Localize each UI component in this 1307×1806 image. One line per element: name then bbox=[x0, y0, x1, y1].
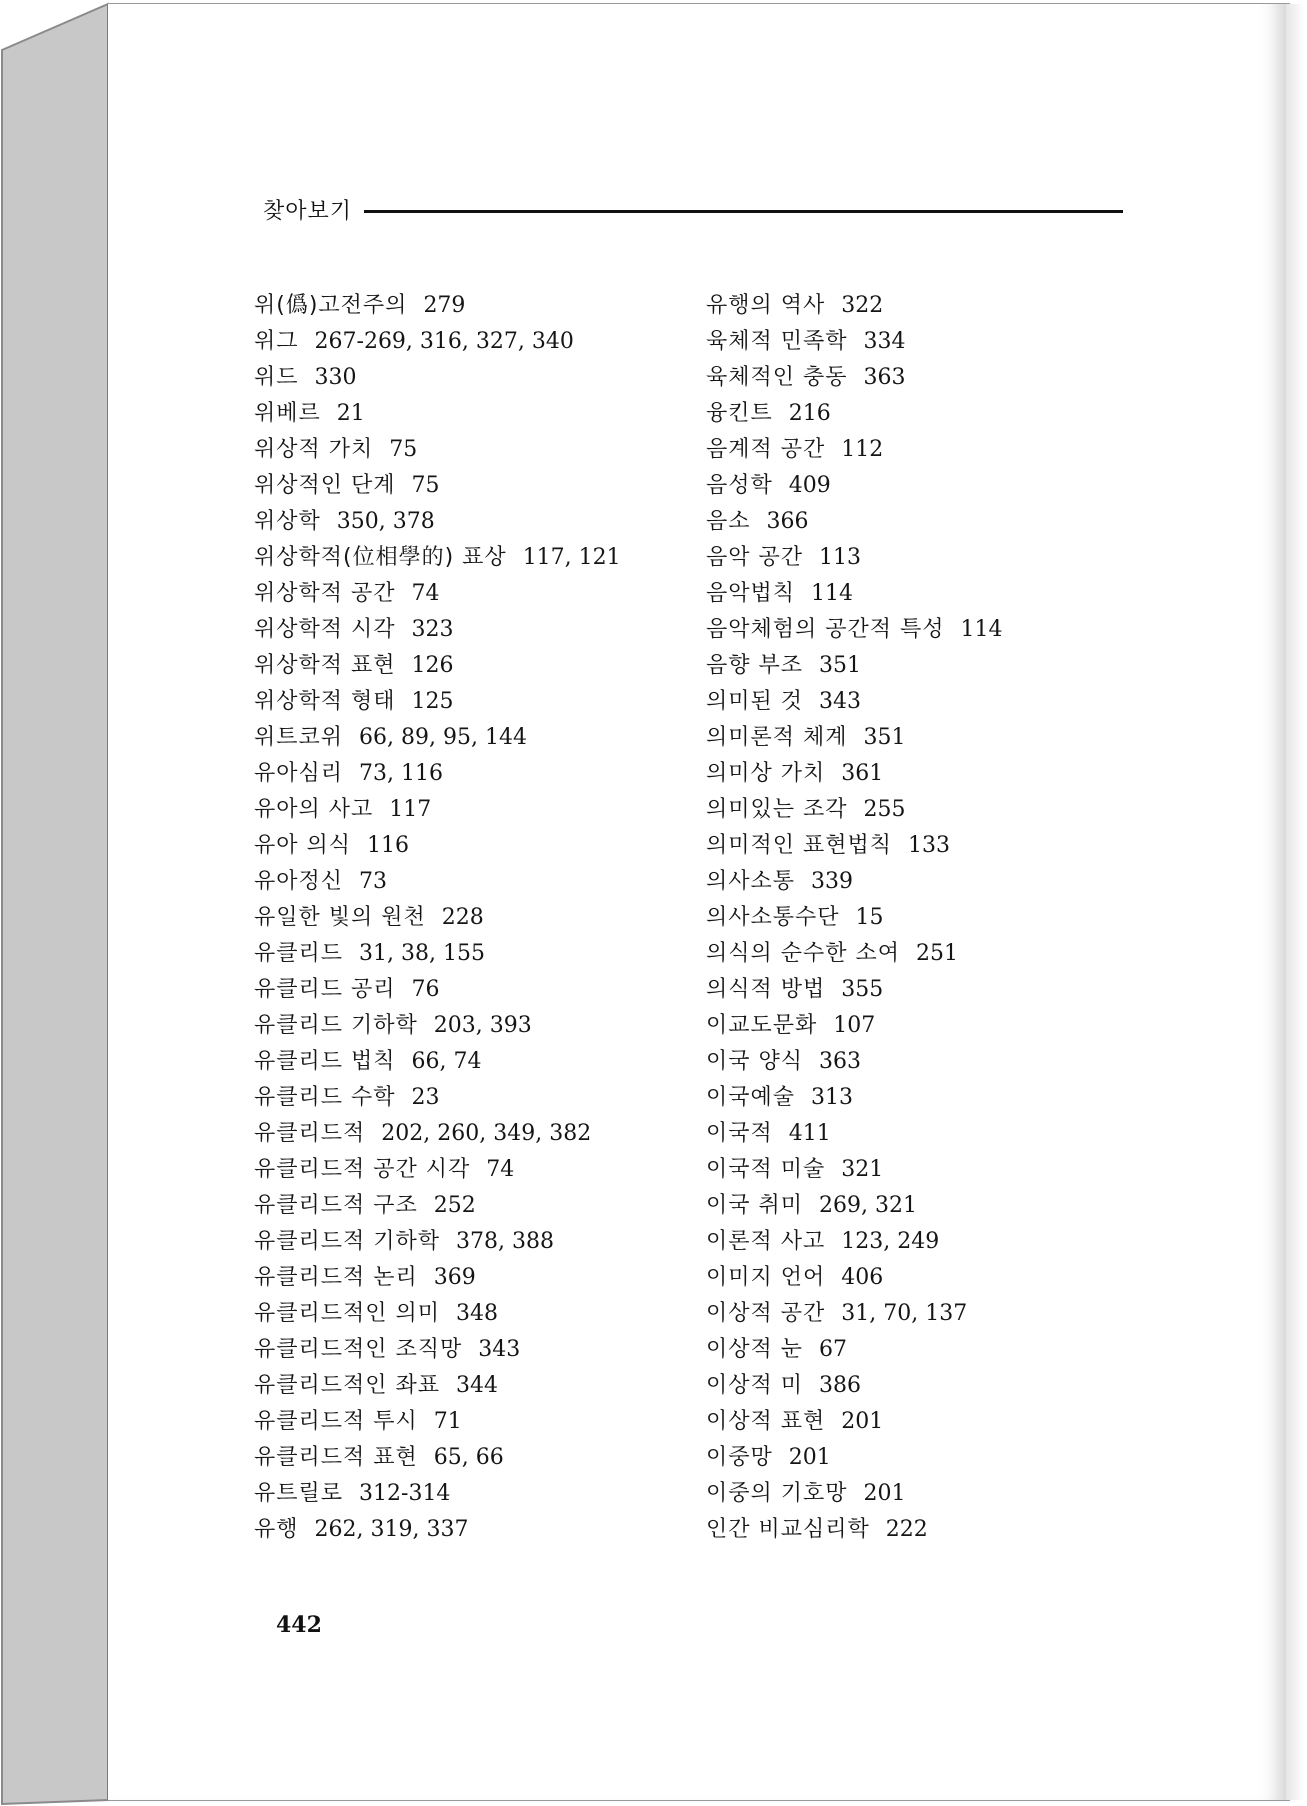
index-term: 위드 bbox=[254, 365, 299, 390]
index-pages: 312-314 bbox=[359, 1481, 451, 1506]
index-term: 이미지 언어 bbox=[706, 1265, 826, 1290]
index-term: 이국 양식 bbox=[706, 1049, 804, 1074]
index-term: 이론적 사고 bbox=[706, 1229, 826, 1254]
index-entry bbox=[706, 468, 1136, 504]
index-entry bbox=[706, 972, 1136, 1008]
index-term: 위상학 bbox=[254, 509, 321, 534]
index-entry bbox=[254, 1296, 674, 1332]
index-entry bbox=[706, 1188, 1136, 1224]
index-entry bbox=[706, 1080, 1136, 1116]
index-entry bbox=[706, 1440, 1136, 1476]
index-term: 유클리드 bbox=[254, 941, 344, 966]
index-term: 의미상 가치 bbox=[706, 761, 826, 786]
index-entry bbox=[254, 1080, 674, 1116]
index-term: 유클리드적 투시 bbox=[254, 1409, 418, 1434]
index-pages: 67 bbox=[819, 1337, 848, 1362]
index-term: 위상학적(位相學的) 표상 bbox=[254, 545, 507, 570]
index-entry bbox=[254, 792, 674, 828]
index-term: 의미적인 표현법칙 bbox=[706, 833, 893, 858]
index-pages: 386 bbox=[819, 1373, 862, 1398]
index-term: 유클리드 법칙 bbox=[254, 1049, 396, 1074]
index-pages: 31, 70, 137 bbox=[841, 1301, 968, 1326]
index-entry bbox=[706, 1368, 1136, 1404]
index-pages: 107 bbox=[833, 1013, 876, 1038]
index-term: 유클리드 기하학 bbox=[254, 1013, 418, 1038]
index-term: 유클리드적 bbox=[254, 1121, 366, 1146]
index-entry bbox=[254, 540, 674, 576]
index-term: 이국적 미술 bbox=[706, 1157, 826, 1182]
index-pages: 112 bbox=[841, 437, 884, 462]
index-pages: 406 bbox=[841, 1265, 884, 1290]
index-pages: 363 bbox=[819, 1049, 862, 1074]
index-term: 위상적 가치 bbox=[254, 437, 374, 462]
index-entry bbox=[254, 828, 674, 864]
index-entry bbox=[254, 720, 674, 756]
index-term: 위상학적 시각 bbox=[254, 617, 396, 642]
index-pages: 351 bbox=[863, 725, 906, 750]
index-entry bbox=[254, 324, 674, 360]
index-entry bbox=[706, 1512, 1136, 1548]
index-pages: 322 bbox=[841, 293, 884, 318]
index-entry bbox=[706, 1008, 1136, 1044]
index-term: 유아의 사고 bbox=[254, 797, 374, 822]
index-entry bbox=[254, 1440, 674, 1476]
page-edge bbox=[1286, 4, 1304, 1800]
index-entry bbox=[706, 792, 1136, 828]
index-column-left bbox=[254, 288, 674, 1548]
index-entry bbox=[254, 684, 674, 720]
index-entry bbox=[706, 396, 1136, 432]
index-term: 융킨트 bbox=[706, 401, 773, 426]
index-pages: 23 bbox=[411, 1085, 440, 1110]
index-pages: 343 bbox=[819, 689, 862, 714]
index-pages: 73 bbox=[359, 869, 388, 894]
index-pages: 125 bbox=[411, 689, 454, 714]
index-term: 유아정신 bbox=[254, 869, 344, 894]
index-pages: 201 bbox=[788, 1445, 831, 1470]
index-pages: 21 bbox=[336, 401, 365, 426]
index-term: 이교도문화 bbox=[706, 1013, 818, 1038]
index-entry bbox=[254, 1476, 674, 1512]
index-term: 의식의 순수한 소여 bbox=[706, 941, 901, 966]
index-pages: 228 bbox=[441, 905, 484, 930]
page-number: 442 bbox=[276, 1612, 322, 1638]
index-pages: 114 bbox=[960, 617, 1003, 642]
index-pages: 133 bbox=[908, 833, 951, 858]
header-rule bbox=[364, 210, 1123, 213]
index-entry bbox=[706, 540, 1136, 576]
index-entry bbox=[254, 396, 674, 432]
index-entry bbox=[706, 936, 1136, 972]
index-term: 유클리드적인 의미 bbox=[254, 1301, 441, 1326]
index-entry bbox=[706, 1044, 1136, 1080]
index-entry bbox=[254, 1260, 674, 1296]
index-pages: 350, 378 bbox=[336, 509, 435, 534]
index-term: 의미있는 조각 bbox=[706, 797, 848, 822]
index-term: 유클리드 공리 bbox=[254, 977, 396, 1002]
index-entry bbox=[254, 936, 674, 972]
index-pages: 351 bbox=[819, 653, 862, 678]
index-pages: 113 bbox=[819, 545, 862, 570]
index-entry bbox=[254, 756, 674, 792]
index-pages: 355 bbox=[841, 977, 884, 1002]
index-column-right bbox=[706, 288, 1136, 1548]
index-pages: 348 bbox=[456, 1301, 499, 1326]
index-entry bbox=[706, 684, 1136, 720]
index-term: 위베르 bbox=[254, 401, 321, 426]
index-entry bbox=[706, 1296, 1136, 1332]
index-term: 음계적 공간 bbox=[706, 437, 826, 462]
index-term: 위상학적 형태 bbox=[254, 689, 396, 714]
index-term: 의사소통수단 bbox=[706, 905, 840, 930]
page-header bbox=[263, 192, 1123, 226]
index-pages: 123, 249 bbox=[841, 1229, 940, 1254]
index-pages: 31, 38, 155 bbox=[359, 941, 485, 966]
index-pages: 252 bbox=[433, 1193, 476, 1218]
index-pages: 216 bbox=[788, 401, 831, 426]
index-entry bbox=[706, 576, 1136, 612]
index-pages: 201 bbox=[841, 1409, 884, 1434]
index-pages: 262, 319, 337 bbox=[314, 1517, 469, 1542]
index-pages: 75 bbox=[389, 437, 418, 462]
index-entry bbox=[254, 1008, 674, 1044]
index-pages: 126 bbox=[411, 653, 454, 678]
index-term: 음소 bbox=[706, 509, 751, 534]
index-term: 의사소통 bbox=[706, 869, 796, 894]
index-term: 의미론적 체계 bbox=[706, 725, 848, 750]
index-pages: 378, 388 bbox=[456, 1229, 554, 1254]
index-entry bbox=[254, 1224, 674, 1260]
index-entry bbox=[254, 432, 674, 468]
index-entry bbox=[254, 576, 674, 612]
index-pages: 363 bbox=[863, 365, 906, 390]
index-term: 유클리드적 표현 bbox=[254, 1445, 418, 1470]
index-entry bbox=[254, 468, 674, 504]
index-entry bbox=[706, 720, 1136, 756]
index-pages: 74 bbox=[411, 581, 440, 606]
index-entry bbox=[706, 324, 1136, 360]
index-term: 유클리드적 논리 bbox=[254, 1265, 418, 1290]
index-pages: 222 bbox=[885, 1517, 928, 1542]
index-pages: 74 bbox=[486, 1157, 515, 1182]
index-entry bbox=[706, 1332, 1136, 1368]
index-entry bbox=[254, 1116, 674, 1152]
index-term: 위상적인 단계 bbox=[254, 473, 396, 498]
index-entry bbox=[706, 360, 1136, 396]
index-term: 유클리드적 공간 시각 bbox=[254, 1157, 471, 1182]
index-pages: 71 bbox=[433, 1409, 462, 1434]
index-pages: 369 bbox=[433, 1265, 476, 1290]
index-pages: 66, 74 bbox=[411, 1049, 482, 1074]
index-term: 육체적 민족학 bbox=[706, 329, 848, 354]
index-entry bbox=[706, 1476, 1136, 1512]
index-term: 의식적 방법 bbox=[706, 977, 826, 1002]
index-pages: 15 bbox=[855, 905, 884, 930]
index-term: 이상적 눈 bbox=[706, 1337, 804, 1362]
index-pages: 313 bbox=[811, 1085, 854, 1110]
index-pages: 114 bbox=[811, 581, 854, 606]
index-pages: 66, 89, 95, 144 bbox=[359, 725, 527, 750]
index-term: 음악법칙 bbox=[706, 581, 796, 606]
index-entry bbox=[254, 288, 674, 324]
index-pages: 117 bbox=[389, 797, 432, 822]
index-pages: 76 bbox=[411, 977, 440, 1002]
index-pages: 409 bbox=[788, 473, 831, 498]
index-entry bbox=[706, 900, 1136, 936]
index-term: 유클리드 수학 bbox=[254, 1085, 396, 1110]
index-pages: 279 bbox=[423, 293, 466, 318]
index-entry bbox=[706, 1260, 1136, 1296]
index-term: 이상적 공간 bbox=[706, 1301, 826, 1326]
index-entry bbox=[254, 1044, 674, 1080]
index-term: 이중의 기호망 bbox=[706, 1481, 848, 1506]
index-pages: 334 bbox=[863, 329, 906, 354]
index-term: 위상학적 공간 bbox=[254, 581, 396, 606]
index-pages: 117, 121 bbox=[522, 545, 621, 570]
index-entry bbox=[706, 1224, 1136, 1260]
index-term: 유클리드적 기하학 bbox=[254, 1229, 441, 1254]
index-pages: 339 bbox=[811, 869, 854, 894]
index-pages: 255 bbox=[863, 797, 906, 822]
index-term: 이국예술 bbox=[706, 1085, 796, 1110]
index-term: 음성학 bbox=[706, 473, 773, 498]
index-pages: 323 bbox=[411, 617, 454, 642]
index-entry bbox=[706, 1116, 1136, 1152]
index-entry bbox=[254, 648, 674, 684]
index-pages: 267-269, 316, 327, 340 bbox=[314, 329, 574, 354]
index-term: 음악체험의 공간적 특성 bbox=[706, 617, 945, 642]
index-pages: 269, 321 bbox=[819, 1193, 917, 1218]
index-pages: 116 bbox=[367, 833, 410, 858]
index-pages: 361 bbox=[841, 761, 884, 786]
index-term: 의미된 것 bbox=[706, 689, 804, 714]
index-term: 위그 bbox=[254, 329, 299, 354]
index-pages: 411 bbox=[788, 1121, 831, 1146]
index-pages: 73, 116 bbox=[359, 761, 443, 786]
index-pages: 330 bbox=[314, 365, 357, 390]
index-pages: 65, 66 bbox=[433, 1445, 504, 1470]
index-pages: 343 bbox=[478, 1337, 521, 1362]
index-entry bbox=[254, 1152, 674, 1188]
index-entry bbox=[706, 648, 1136, 684]
index-term: 유클리드적인 조직망 bbox=[254, 1337, 463, 1362]
index-term: 유행의 역사 bbox=[706, 293, 826, 318]
index-term: 음악 공간 bbox=[706, 545, 804, 570]
index-term: 위트코위 bbox=[254, 725, 344, 750]
index-pages: 202, 260, 349, 382 bbox=[381, 1121, 592, 1146]
index-entry bbox=[254, 504, 674, 540]
index-entry bbox=[706, 504, 1136, 540]
index-entry bbox=[706, 756, 1136, 792]
index-term: 유클리드적 구조 bbox=[254, 1193, 418, 1218]
index-entry bbox=[706, 1404, 1136, 1440]
index-term: 이국적 bbox=[706, 1121, 773, 1146]
index-entry bbox=[254, 1404, 674, 1440]
index-entry bbox=[706, 432, 1136, 468]
index-pages: 366 bbox=[766, 509, 809, 534]
index-entry bbox=[706, 288, 1136, 324]
index-term: 유아 의식 bbox=[254, 833, 352, 858]
index-entry bbox=[706, 1152, 1136, 1188]
index-entry bbox=[254, 1188, 674, 1224]
index-term: 유행 bbox=[254, 1517, 299, 1542]
index-pages: 251 bbox=[916, 941, 959, 966]
index-entry bbox=[254, 900, 674, 936]
index-term: 유일한 빛의 원천 bbox=[254, 905, 426, 930]
index-entry bbox=[706, 828, 1136, 864]
index-term: 육체적인 충동 bbox=[706, 365, 848, 390]
index-term: 이상적 미 bbox=[706, 1373, 804, 1398]
index-entry bbox=[254, 1368, 674, 1404]
index-term: 이상적 표현 bbox=[706, 1409, 826, 1434]
index-entry bbox=[254, 864, 674, 900]
index-entry bbox=[254, 1512, 674, 1548]
index-term: 이국 취미 bbox=[706, 1193, 804, 1218]
index-term: 위상학적 표현 bbox=[254, 653, 396, 678]
index-term: 음향 부조 bbox=[706, 653, 804, 678]
index-term: 인간 비교심리학 bbox=[706, 1517, 870, 1542]
index-entry bbox=[706, 612, 1136, 648]
index-pages: 75 bbox=[411, 473, 440, 498]
index-term: 이중망 bbox=[706, 1445, 773, 1470]
index-entry bbox=[254, 1332, 674, 1368]
index-term: 유아심리 bbox=[254, 761, 344, 786]
header-title: 찾아보기 bbox=[263, 198, 353, 224]
index-pages: 201 bbox=[863, 1481, 906, 1506]
index-term: 유클리드적인 좌표 bbox=[254, 1373, 441, 1398]
index-pages: 344 bbox=[456, 1373, 499, 1398]
index-entry bbox=[254, 612, 674, 648]
index-term: 유트릴로 bbox=[254, 1481, 344, 1506]
index-entry bbox=[254, 972, 674, 1008]
index-entry bbox=[706, 864, 1136, 900]
index-pages: 321 bbox=[841, 1157, 884, 1182]
index-pages: 203, 393 bbox=[433, 1013, 532, 1038]
index-entry bbox=[254, 360, 674, 396]
index-term: 위(僞)고전주의 bbox=[254, 293, 408, 318]
